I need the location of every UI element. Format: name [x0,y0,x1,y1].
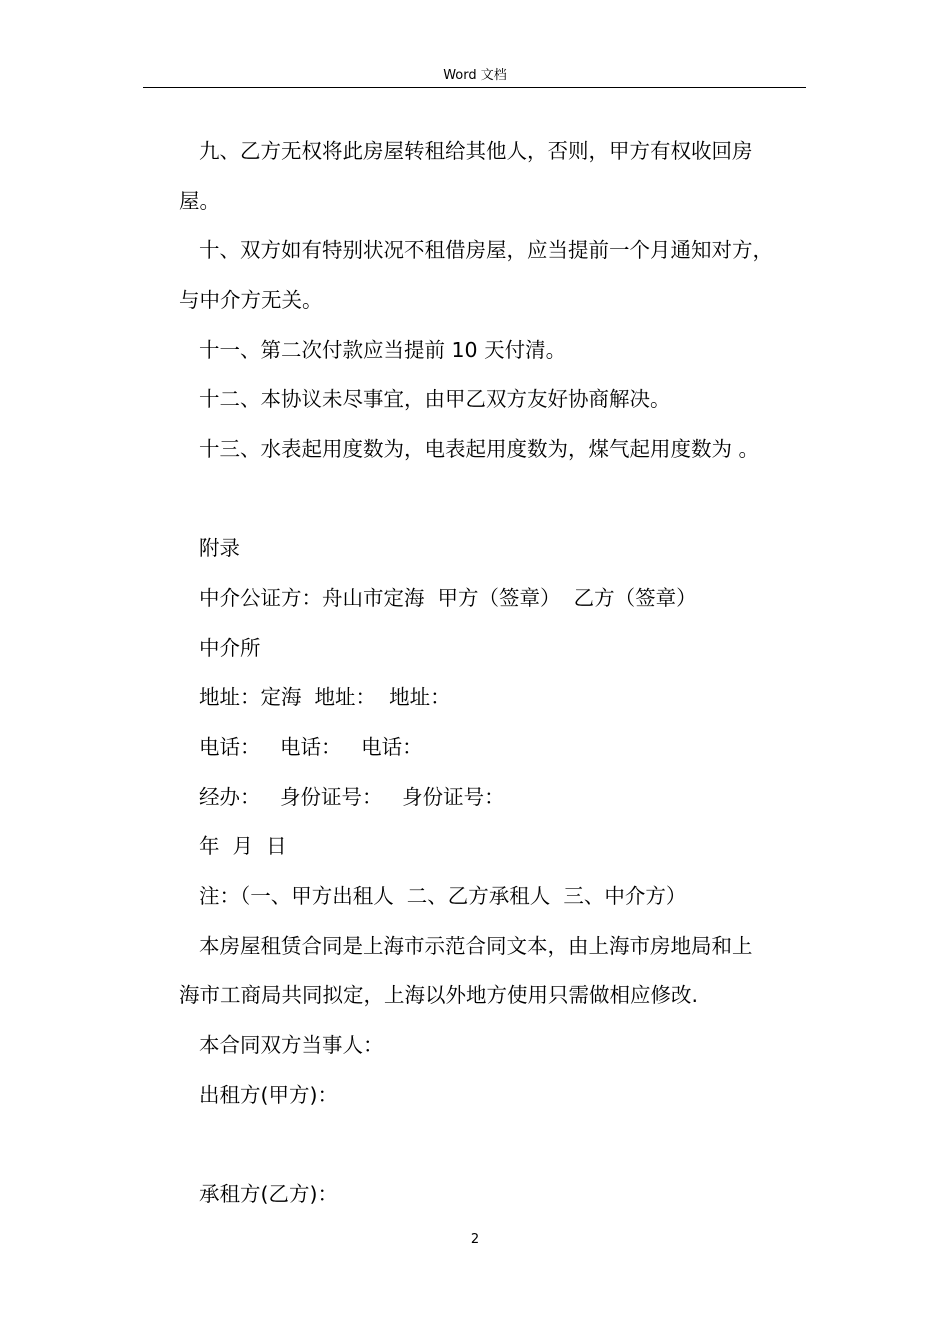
phone-line: 电话： 电话： 电话： [199,735,423,759]
agency-signature-line: 中介公证方：舟山市定海 甲方（签章） 乙方（签章） [199,586,697,610]
clause-9-line-2: 屋。 [179,189,220,213]
handler-line: 经办： 身份证号： 身份证号： [199,785,505,809]
parties-heading: 本合同双方当事人： [199,1033,384,1057]
date-line: 年 月 日 [199,834,287,858]
page-number: 2 [470,1232,480,1247]
lessee-label: 承租方(乙方)： [199,1182,338,1206]
clause-13: 十三、水表起用度数为，电表起用度数为，煤气起用度数为 。 [199,437,760,461]
header-title: Word 文档 [443,68,507,83]
header-divider [143,87,806,88]
clause-9-line-1: 九、乙方无权将此房屋转租给其他人，否则，甲方有权收回房 [199,139,753,163]
appendix-heading: 附录 [199,536,240,560]
clause-12: 十二、本协议未尽事宜，由甲乙双方友好协商解决。 [199,387,671,411]
contract-intro-line-2: 海市工商局共同拟定，上海以外地方使用只需做相应修改. [179,983,699,1007]
clause-11: 十一、第二次付款应当提前 10 天付清。 [199,338,567,362]
clause-10-line-1: 十、双方如有特别状况不租借房屋，应当提前一个月通知对方， [199,238,773,262]
contract-intro-line-1: 本房屋租赁合同是上海市示范合同文本，由上海市房地局和上 [199,934,753,958]
lessor-label: 出租方(甲方)： [199,1083,338,1107]
agency-name: 中介所 [199,636,261,660]
address-line: 地址：定海 地址： 地址： [199,685,451,709]
note-line: 注：（一、甲方出租人 二、乙方承租人 三、中介方） [199,884,687,908]
clause-10-line-2: 与中介方无关。 [179,288,323,312]
